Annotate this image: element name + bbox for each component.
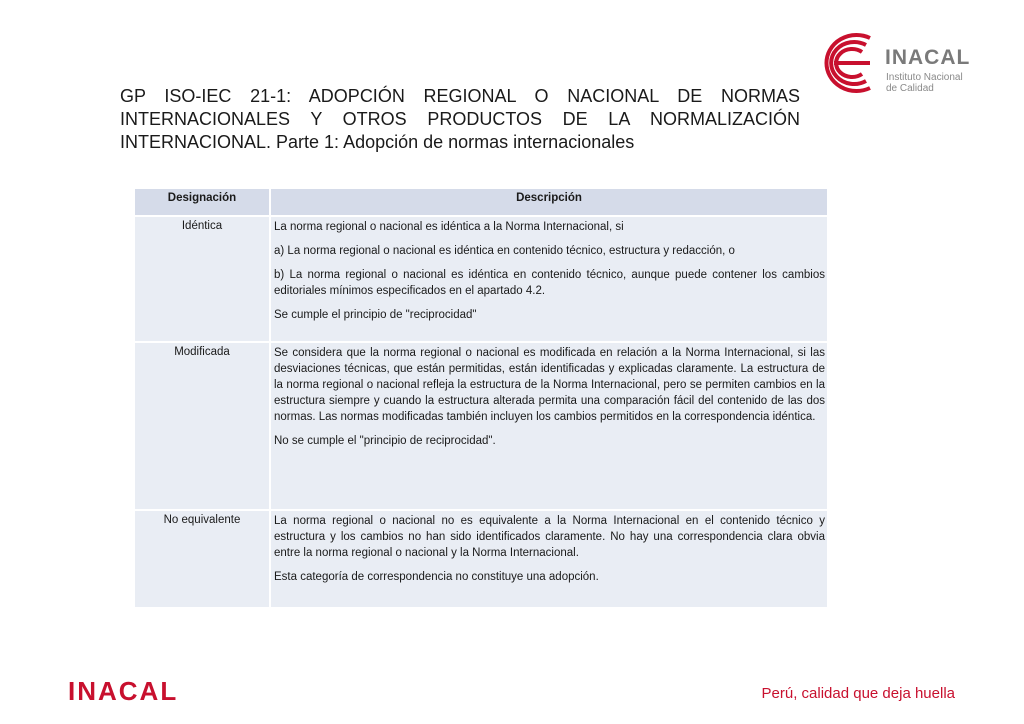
header-descripcion: Descripción	[270, 188, 828, 216]
inacal-logo-icon	[800, 32, 880, 94]
description-cell	[270, 216, 828, 342]
footer-logo: INACAL	[68, 676, 179, 706]
description-paragraph: Se considera que la norma regional o nacional es modificada en relación a la Norma Internacional, si las desviaciones técnicas, que están permitidas, están identificadas y explicadas claramente. La estructura de la norma regional o nacional refleja la estructura de la Norma Internacional, pero se permiten cambios en la estructura siempre y cuando la estructura alterada permita una comparación fácil del contenido de las dos normas. Las normas modificadas también incluyen los cambios permitidos en la correspondencia idéntica.	[274, 347, 825, 423]
designation-table	[133, 187, 829, 609]
description-paragraph: a) La norma regional o nacional es idéntica en contenido técnico, estructura y redacción, o	[274, 245, 735, 257]
description-cell	[270, 510, 828, 608]
designation-cell: Idéntica	[134, 216, 270, 342]
description-paragraph: b) La norma regional o nacional es idéntica en contenido técnico, aunque puede contener los cambios editoriales mínimos especificados en el apartado 4.2.	[274, 269, 825, 297]
page-title: GP ISO-IEC 21-1: ADOPCIÓN REGIONAL O NACIONAL DE NORMAS INTERNACIONALES Y OTROS PRODUCTOS DE LA NORMALIZACIÓN INTERNACIONAL. Parte 1: Adopción de normas internacionales	[120, 86, 800, 152]
logo-subtitle-line1: Instituto Nacional	[886, 72, 963, 83]
table-row	[134, 510, 828, 608]
designation-cell: No equivalente	[134, 510, 270, 608]
logo-brand: INACAL	[885, 46, 971, 69]
table-row	[134, 342, 828, 510]
description-cell	[270, 342, 828, 510]
logo-subtitle-line2: de Calidad	[886, 83, 934, 94]
table-header-row	[134, 188, 828, 216]
designation-cell: Modificada	[134, 342, 270, 510]
table-row	[134, 216, 828, 342]
header-designacion: Designación	[134, 188, 270, 216]
footer-slogan: Perú, calidad que deja huella	[761, 685, 955, 702]
description-paragraph: Esta categoría de correspondencia no constituye una adopción.	[274, 571, 599, 583]
inacal-logo	[800, 32, 975, 94]
description-paragraph: La norma regional o nacional no es equivalente a la Norma Internacional en el contenido técnico y estructura y los cambios no han sido identificados claramente. No hay una correspondencia clara obvia entre la norma regional o nacional y la Norma Internacional.	[274, 515, 825, 559]
description-paragraph: La norma regional o nacional es idéntica a la Norma Internacional, si	[274, 221, 624, 233]
description-paragraph: Se cumple el principio de "reciprocidad"	[274, 309, 477, 321]
description-paragraph: No se cumple el "principio de reciprocidad".	[274, 435, 496, 447]
